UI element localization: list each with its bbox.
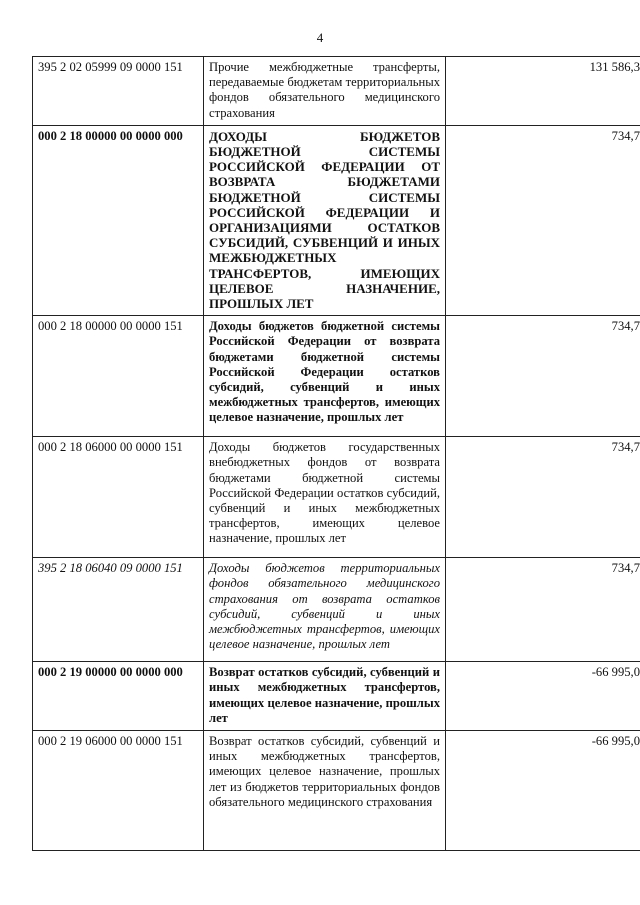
budget-code: 000 2 18 00000 00 0000 000 (33, 125, 204, 315)
budget-code: 395 2 18 06040 09 0000 151 (33, 558, 204, 662)
budget-code: 000 2 18 00000 00 0000 151 (33, 316, 204, 437)
revenue-description: Прочие межбюджетные трансферты, передаваемые бюджетам территориальных фондов обязательного медицинского страхования (204, 57, 446, 126)
budget-revenue-table (32, 56, 640, 851)
revenue-description: Доходы бюджетов территориальных фондов обязательного медицинского страхования от возврата остатков субсидий, субвенций и иных межбюджетных трансфертов, имеющих целевое назначение, прошлых лет (204, 558, 446, 662)
budget-code: 000 2 18 06000 00 0000 151 (33, 437, 204, 558)
revenue-amount: 734,7 (446, 437, 640, 558)
revenue-description: Возврат остатков субсидий, субвенций и иных межбюджетных трансфертов, имеющих целевое назначение, прошлых лет из бюджетов территориальных фондов обязательного медицинского страхования (204, 731, 446, 851)
revenue-amount: 734,7 (446, 316, 640, 437)
page-number: 4 (316, 30, 324, 45)
revenue-amount: 734,7 (446, 558, 640, 662)
table-row (33, 316, 640, 437)
revenue-description: Возврат остатков субсидий, субвенций и иных межбюджетных трансфертов, имеющих целевое назначение, прошлых лет (204, 662, 446, 731)
table-row (33, 662, 640, 731)
revenue-amount: 131 586,3 (446, 57, 640, 126)
table-row (33, 558, 640, 662)
revenue-description: ДОХОДЫ БЮДЖЕТОВ БЮДЖЕТНОЙ СИСТЕМЫ РОССИЙСКОЙ ФЕДЕРАЦИИ ОТ ВОЗВРАТА БЮДЖЕТАМИ БЮДЖЕТНОЙ СИСТЕМЫ РОССИЙСКОЙ ФЕДЕРАЦИИ И ОРГАНИЗАЦИЯМИ ОСТАТКОВ СУБСИДИЙ, СУБВЕНЦИЙ И ИНЫХ МЕЖБЮДЖЕТНЫХ ТРАНСФЕРТОВ, ИМЕЮЩИХ ЦЕЛЕВОЕ НАЗНАЧЕНИЕ, ПРОШЛЫХ ЛЕТ (204, 125, 446, 315)
table-row (33, 437, 640, 558)
revenue-description: Доходы бюджетов бюджетной системы Российской Федерации от возврата бюджетами бюджетной системы Российской Федерации остатков субсидий, субвенций и иных межбюджетных трансфертов, имеющих целевое назначение, прошлых лет (204, 316, 446, 437)
table-row (33, 731, 640, 851)
revenue-amount: -66 995,0 (446, 662, 640, 731)
table-row (33, 125, 640, 315)
revenue-description: Доходы бюджетов государственных внебюджетных фондов от возврата бюджетами бюджетной системы Российской Федерации остатков субсидий, субвенций и иных межбюджетных трансфертов, имеющих целевое назначение, прошлых лет (204, 437, 446, 558)
budget-code: 000 2 19 00000 00 0000 000 (33, 662, 204, 731)
table-row (33, 57, 640, 126)
budget-code: 395 2 02 05999 09 0000 151 (33, 57, 204, 126)
revenue-amount: -66 995,0 (446, 731, 640, 851)
revenue-amount: 734,7 (446, 125, 640, 315)
budget-code: 000 2 19 06000 00 0000 151 (33, 731, 204, 851)
